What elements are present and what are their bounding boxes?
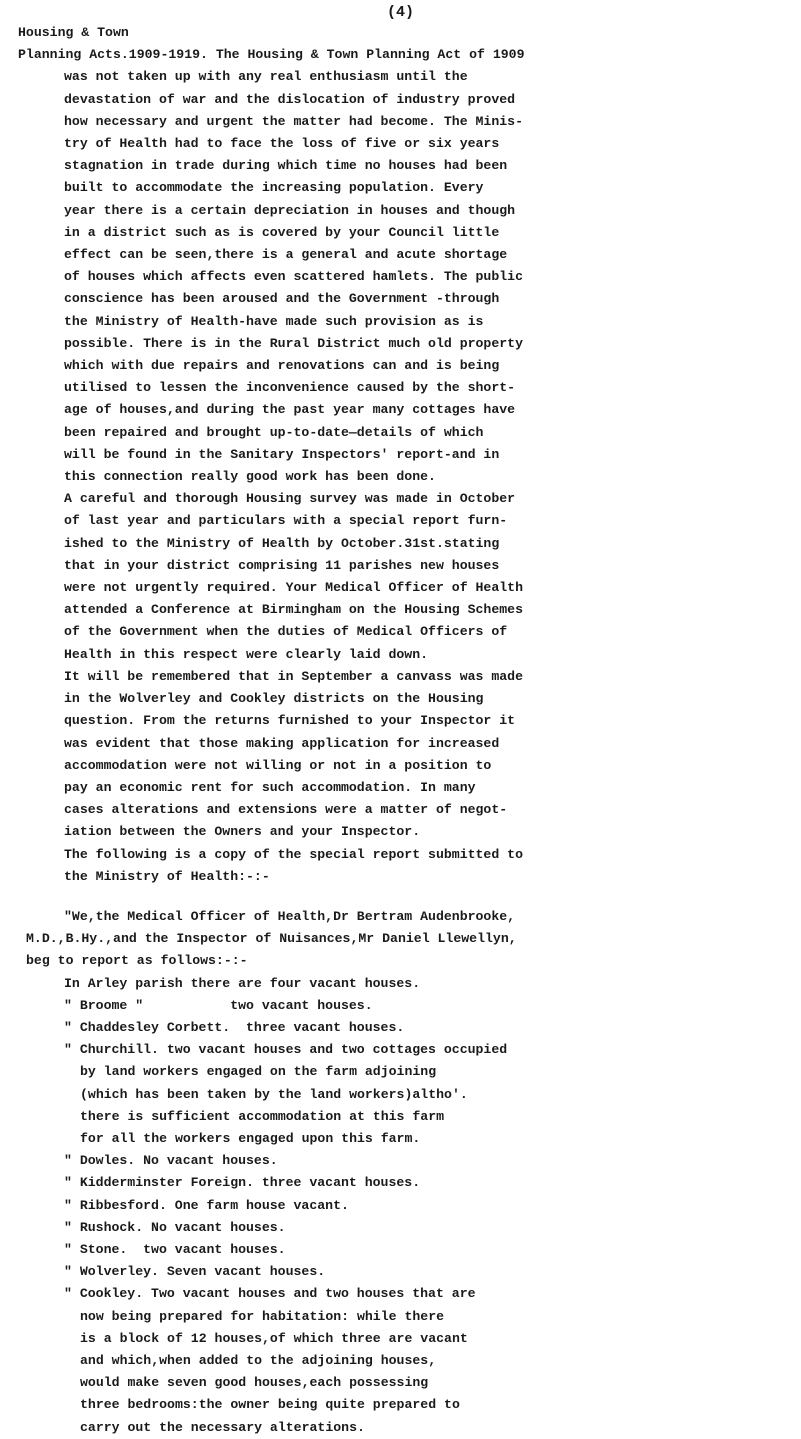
text-line: The following is a copy of the special report submitted to (64, 846, 523, 862)
parish-entry: " Dowles. No vacant houses. (64, 1153, 278, 1169)
parish-entry: " Kidderminster Foreign. three vacant houses. (64, 1175, 421, 1191)
text-line: pay an economic rent for such accommodation. In many (64, 779, 476, 795)
text-line: possible. There is in the Rural District much old property (64, 335, 523, 351)
text-line: year there is a certain depreciation in houses and though (64, 202, 516, 218)
parish-entry-continued: is a block of 12 houses,of which three are vacant (80, 1330, 468, 1346)
text-line: how necessary and urgent the matter had become. The Minis- (64, 113, 523, 129)
parish-entry: " Cookley. Two vacant houses and two houses that are (64, 1286, 476, 1302)
parish-entry: " Ribbesford. One farm house vacant. (64, 1197, 349, 1213)
parish-entry-continued: by land workers engaged on the farm adjoining (80, 1064, 437, 1080)
parish-entry: " Chaddesley Corbett. three vacant houses. (64, 1019, 405, 1035)
text-line: try of Health had to face the loss of five or six years (64, 136, 500, 152)
text-line: was not taken up with any real enthusiasm until the (64, 69, 468, 85)
text-line: devastation of war and the dislocation of industry proved (64, 91, 516, 107)
parish-entry-continued: three bedrooms:the owner being quite prepared to (80, 1397, 460, 1413)
text-line: in the Wolverley and Cookley districts on the Housing (64, 691, 484, 707)
special-report (18, 906, 793, 1439)
text-line: iation between the Owners and your Inspector. (64, 824, 421, 840)
parish-entry: In Arley parish there are four vacant houses. (64, 975, 421, 991)
text-line: question. From the returns furnished to your Inspector it (64, 713, 516, 729)
parish-entry: " Wolverley. Seven vacant houses. (64, 1264, 326, 1280)
text-line: of houses which affects even scattered hamlets. The public (64, 269, 523, 285)
text-line: utilised to lessen the inconvenience caused by the short- (64, 380, 516, 396)
text-line: were not urgently required. Your Medical Officer of Health (64, 580, 523, 596)
text-line: stagnation in trade during which time no houses had been (64, 158, 508, 174)
report-intro-line: beg to report as follows:-:- (26, 953, 248, 969)
text-line: age of houses,and during the past year many cottages have (64, 402, 516, 418)
parish-entry: " Broome " two vacant houses. (64, 997, 373, 1013)
text-line: Planning Acts.1909-1919. The Housing & Town Planning Act of 1909 (18, 47, 525, 63)
parish-entry-continued: carry out the necessary alterations. (80, 1419, 365, 1435)
parish-entry-continued: for all the workers engaged upon this farm. (80, 1130, 421, 1146)
text-line: attended a Conference at Birmingham on the Housing Schemes (64, 602, 523, 618)
report-intro-line: "We,the Medical Officer of Health,Dr Bertram Audenbrooke, (64, 908, 516, 924)
text-line: accommodation were not willing or not in a position to (64, 757, 492, 773)
text-line: this connection really good work has been done. (64, 469, 436, 485)
text-line: built to accommodate the increasing population. Every (64, 180, 484, 196)
text-line: Health in this respect were clearly laid down. (64, 646, 429, 662)
text-line: been repaired and brought up-to-date—details of which (64, 424, 484, 440)
main-paragraph (18, 22, 793, 888)
parish-entry-continued: would make seven good houses,each possessing (80, 1375, 429, 1391)
page-number: (4) (386, 4, 414, 21)
text-line: was evident that those making application for increased (64, 735, 500, 751)
text-line: that in your district comprising 11 parishes new houses (64, 557, 500, 573)
text-line: which with due repairs and renovations can and is being (64, 358, 500, 374)
parish-entry-continued: (which has been taken by the land workers)altho'. (80, 1086, 468, 1102)
text-line: It will be remembered that in September a canvass was made (64, 668, 523, 684)
text-line: the Ministry of Health-have made such provision as is (64, 313, 484, 329)
document-body (18, 22, 793, 1439)
text-line: of the Government when the duties of Medical Officers of (64, 624, 508, 640)
parish-entry-continued: and which,when added to the adjoining houses, (80, 1352, 437, 1368)
parish-entry: " Rushock. No vacant houses. (64, 1219, 286, 1235)
text-line: of last year and particulars with a special report furn- (64, 513, 508, 529)
parish-entry: " Churchill. two vacant houses and two cottages occupied (64, 1042, 508, 1058)
text-line: the Ministry of Health:-:- (64, 868, 270, 884)
text-line: Housing & Town (18, 25, 129, 40)
text-line: cases alterations and extensions were a matter of negot- (64, 802, 508, 818)
text-line: will be found in the Sanitary Inspectors' report-and in (64, 446, 500, 462)
parish-entry-continued: there is sufficient accommodation at this farm (80, 1108, 445, 1124)
text-line: A careful and thorough Housing survey was made in October (64, 491, 516, 507)
text-line: effect can be seen,there is a general and acute shortage (64, 247, 508, 263)
parish-entry-continued: now being prepared for habitation: while there (80, 1308, 445, 1324)
text-line: in a district such as is covered by your Council little (64, 224, 500, 240)
text-line: conscience has been aroused and the Government -through (64, 291, 500, 307)
parish-entry: " Stone. two vacant houses. (64, 1241, 286, 1257)
report-intro-line: M.D.,B.Hy.,and the Inspector of Nuisances,Mr Daniel Llewellyn, (26, 931, 517, 947)
text-line: ished to the Ministry of Health by October.31st.stating (64, 535, 500, 551)
